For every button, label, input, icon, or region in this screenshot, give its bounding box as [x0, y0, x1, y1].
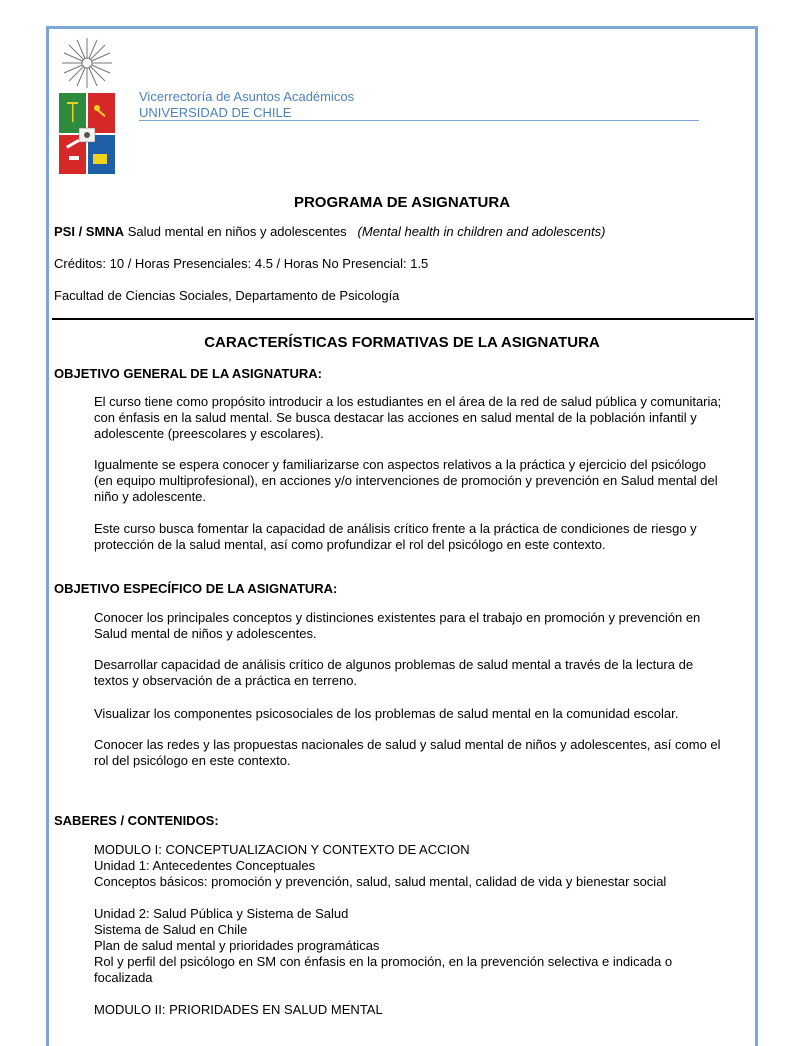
course-name-line	[54, 224, 605, 239]
contents-list	[94, 842, 724, 1018]
unit-item: Conceptos básicos: promoción y prevención, salud, salud mental, calidad de vida y bienestar social	[94, 874, 667, 889]
institution-header	[139, 89, 354, 121]
unit-item: Plan de salud mental y prioridades programáticas	[94, 938, 380, 953]
university-name: UNIVERSIDAD DE CHILE	[139, 105, 292, 120]
vice-rectory-name: Vicerrectoría de Asuntos Académicos	[139, 89, 355, 104]
unit-title: Unidad 2: Salud Pública y Sistema de Salud	[94, 906, 349, 921]
page-title: PROGRAMA DE ASIGNATURA	[293, 194, 511, 211]
section-divider	[52, 318, 754, 320]
specific-objective-paragraph: Conocer los principales conceptos y distinciones existentes para el trabajo en promoción y prevención en Salud mental de niños y adolescentes.	[94, 610, 701, 641]
general-objective-paragraph: Igualmente se espera conocer y familiarizarse con aspectos relativos a la práctica y ejercicio del psicólogo (en equipo multiprofesional), en acciones y/o intervenciones de promoción y prevención en Salud mental del niño y adolescente.	[94, 457, 718, 504]
general-objective-paragraph: El curso tiene como propósito introducir a los estudiantes en el área de la red de salud pública y comunitaria; con énfasis en la salud mental. Se busca destacar las acciones en salud mental de la población infantil y adolescente (preescolares y escolares).	[94, 394, 722, 441]
credits-line: Créditos: 10 / Horas Presenciales: 4.5 / Horas No Presencial: 1.5	[54, 256, 429, 271]
characteristics-title: CARACTERÍSTICAS FORMATIVAS DE LA ASIGNATURA	[204, 334, 600, 351]
general-objective-paragraph: Este curso busca fomentar la capacidad de análisis crítico frente a la práctica de condiciones de riesgo y protección de la salud mental, así como profundizar el rol del psicólogo en este contexto.	[94, 521, 697, 552]
specific-objective-heading: OBJETIVO ESPECÍFICO DE LA ASIGNATURA:	[54, 581, 338, 596]
course-name-es: Salud mental en niños y adolescentes	[127, 224, 347, 239]
header-rule	[139, 120, 699, 121]
unit-item: Sistema de Salud en Chile	[94, 922, 248, 937]
faculty-line: Facultad de Ciencias Sociales, Departamento de Psicología	[54, 288, 400, 303]
course-code: PSI / SMNA	[54, 224, 125, 239]
unit-title: Unidad 1: Antecedentes Conceptuales	[94, 858, 316, 873]
module-title: MODULO II: PRIORIDADES EN SALUD MENTAL	[94, 1002, 383, 1017]
unit-item: Rol y perfil del psicólogo en SM con énfasis en la promoción, en la prevención selectiva e indicada o focalizada	[94, 954, 673, 985]
course-name-en: (Mental health in children and adolescents)	[357, 224, 606, 239]
specific-objective-paragraph: Desarrollar capacidad de análisis crítico de algunos problemas de salud mental a través de la lectura de textos y observación de a práctica en terreno.	[94, 657, 694, 688]
general-objective-heading: OBJETIVO GENERAL DE LA ASIGNATURA:	[54, 366, 322, 381]
module-title: MODULO I: CONCEPTUALIZACION Y CONTEXTO DE ACCION	[94, 842, 470, 857]
university-crest-logo	[57, 36, 117, 176]
contents-heading: SABERES / CONTENIDOS:	[54, 813, 219, 828]
specific-objective-paragraph: Visualizar los componentes psicosociales de los problemas de salud mental en la comunidad escolar.	[94, 706, 679, 721]
specific-objective-paragraph: Conocer las redes y las propuestas nacionales de salud y salud mental de niños y adolescentes, así como el rol del psicólogo en este contexto.	[94, 737, 721, 768]
